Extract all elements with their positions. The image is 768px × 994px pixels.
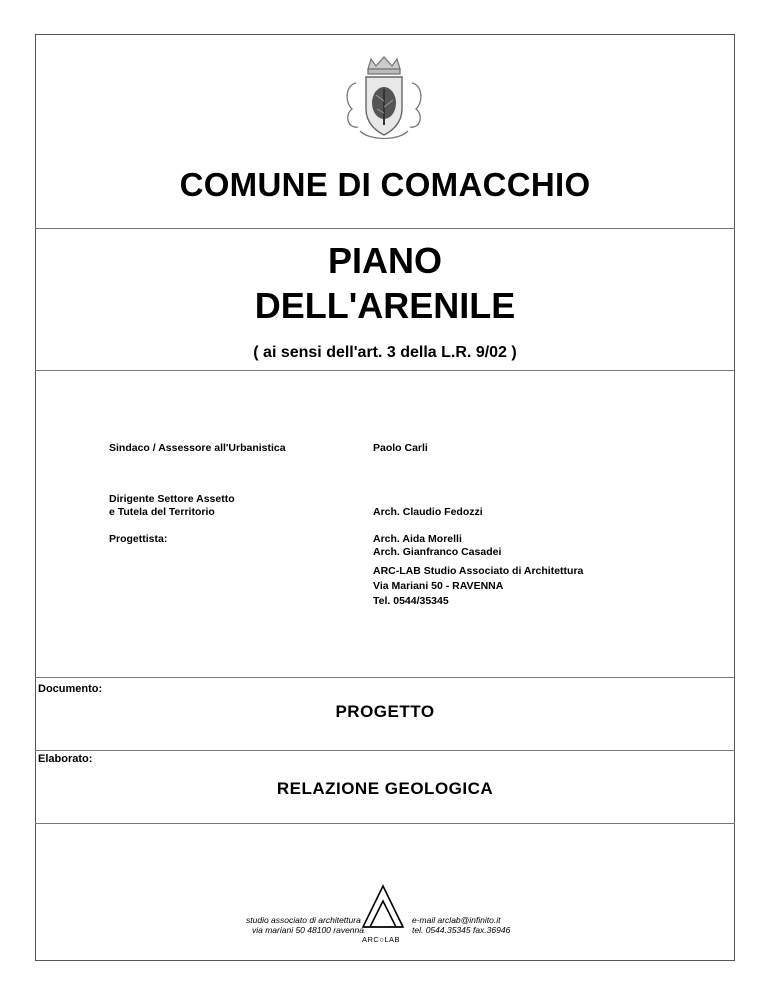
mayor-label: Sindaco / Assessore all'Urbanistica <box>109 442 286 454</box>
designer-label: Progettista: <box>109 533 168 545</box>
studio-phone: Tel. 0544/35345 <box>373 595 449 607</box>
divider <box>35 370 735 371</box>
divider <box>35 750 735 751</box>
designer-name-2: Arch. Gianfranco Casadei <box>373 546 502 556</box>
document-label: Documento: <box>38 683 103 695</box>
plan-title-line1: PIANO <box>327 240 442 281</box>
footer-right-line2: tel. 0544.35345 fax.36946 <box>412 925 511 935</box>
director-name: Arch. Claudio Fedozzi <box>373 506 483 518</box>
footer-left-line1: studio associato di architettura <box>246 915 361 925</box>
document-value: PROGETTO <box>335 702 435 721</box>
legal-reference: ( ai sensi dell'art. 3 della L.R. 9/02 ) <box>253 344 517 361</box>
logo-wordmark: ARC○LAB <box>362 935 401 944</box>
elaborato-label: Elaborato: <box>38 753 93 765</box>
designer-name-1: Arch. Aida Morelli <box>373 533 462 545</box>
footer-left-line2: via mariani 50 48100 ravenna <box>252 925 364 935</box>
municipality-title: COMUNE DI COMACCHIO <box>179 166 591 203</box>
divider <box>35 228 735 229</box>
elaborato-value: RELAZIONE GEOLOGICA <box>276 779 494 798</box>
divider <box>35 823 735 824</box>
studio-name: ARC-LAB Studio Associato di Architettura <box>373 565 584 577</box>
comacchio-coat-of-arms-icon <box>338 53 430 143</box>
director-label-line2: e Tutela del Territorio <box>109 506 215 518</box>
divider <box>35 677 735 678</box>
plan-title-line2: DELL'ARENILE <box>254 285 516 326</box>
studio-address: Via Mariani 50 - RAVENNA <box>373 580 504 592</box>
footer-right-line1: e-mail arclab@infinito.it <box>412 915 501 925</box>
director-label-line1: Dirigente Settore Assetto <box>109 493 235 505</box>
mayor-name: Paolo Carli <box>373 442 428 454</box>
